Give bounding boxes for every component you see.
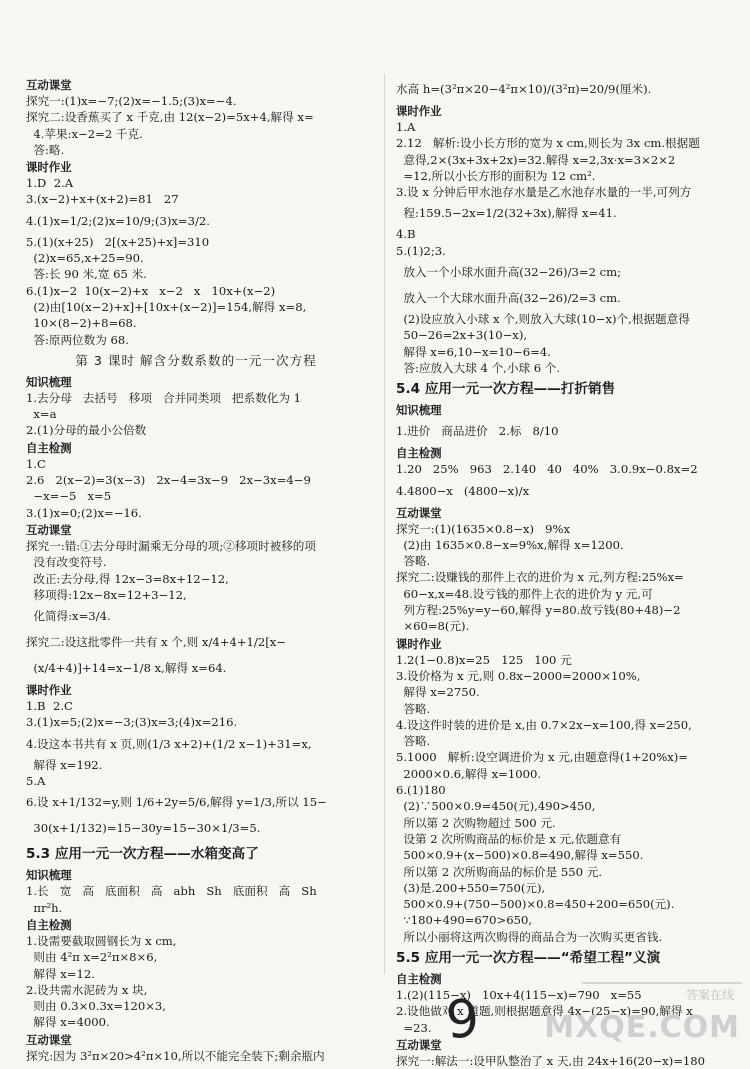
section-heading: 课时作业 xyxy=(396,104,442,118)
answer-line: 1.进价 商品进价 2.标 8/10 xyxy=(396,424,559,439)
answer-line: 4.4800−x (4800−x)/x xyxy=(396,483,530,498)
answer-line: 1.A xyxy=(396,120,416,134)
answer-line: 探究二:设赚钱的那件上衣的进价为 x 元,列方程:25%x= xyxy=(396,570,684,585)
answer-line: (x/4+4)]+14=x−1/8 x,解得 x=64. xyxy=(26,661,227,676)
answer-line: (2)由[10(x−2)+x]+[10x+(x−2)]=154,解得 x=8, xyxy=(26,299,307,314)
answer-line: (2)x=65,x+25=90. xyxy=(26,251,144,266)
section-heading: 自主检测 xyxy=(396,971,442,986)
watermark-subtext: 答案在线 xyxy=(685,988,734,1002)
answer-line: 500×0.9+(750−500)×0.8=450+200=650(元). xyxy=(396,897,675,912)
answer-line: (2)∵500×0.9=450(元),490>450, xyxy=(396,799,596,814)
answer-line: 解得 x=4000. xyxy=(26,1015,110,1030)
answer-line: 答:原两位数为 68. xyxy=(26,332,129,347)
answer-line: 放入一个小球水面升高(32−26)/3=2 cm; xyxy=(396,265,622,280)
chapter-title: 5.4 应用一元一次方程——打折销售 xyxy=(396,381,616,398)
answer-line: 2000×0.6,解得 x=1000. xyxy=(396,766,542,781)
answer-line: 答:略. xyxy=(26,142,65,157)
answer-line: 3.设价格为 x 元,则 0.8x−2000=2000×10%, xyxy=(396,668,641,683)
answer-line: 4.设这本书共有 x 页,则(1/3 x+2)+(1/2 x−1)+31=x, xyxy=(26,736,312,751)
answer-line: 5.A xyxy=(26,774,46,789)
answer-line: (2)设应放入小球 x 个,则放入大球(10−x)个,根据题意得 xyxy=(396,312,690,327)
watermark-logo: MXQE.COM xyxy=(544,1010,740,1045)
answer-line: 5.(1)(x+25) 2[(x+25)+x]=310 xyxy=(26,234,210,249)
section-heading: 互动课堂 xyxy=(396,505,442,520)
answer-line: 解得 x=2750. xyxy=(396,685,480,700)
answer-line: 解得 x=12. xyxy=(26,966,95,981)
section-heading: 互动课堂 xyxy=(26,522,72,537)
answer-line: 探究一:错:①去分母时漏乘无分母的项;②移项时被移的项 xyxy=(26,538,316,553)
answer-line: 3.(1)x=0;(2)x=−16. xyxy=(26,505,142,520)
answer-line: 3.(1)x=5;(2)x=−3;(3)x=3;(4)x=216. xyxy=(26,715,238,730)
section-heading: 知识梳理 xyxy=(26,374,72,389)
answer-line: 3.设 x 分钟后甲水池存水量是乙水池存水量的一半,可列方 xyxy=(396,185,692,200)
answer-line: 1.长 宽 高 底面积 高 abh Sh 底面积 高 Sh xyxy=(26,884,317,899)
answer-line: 所以第 2 次购物超过 500 元. xyxy=(396,815,556,830)
answer-line: 4.(1)x=1/2;(2)x=10/9;(3)x=3/2. xyxy=(26,213,210,228)
answer-line: 答:长 90 米,宽 65 米. xyxy=(26,267,147,282)
answer-line: 4.苹果:x−2=2 千克. xyxy=(26,126,143,141)
left-column xyxy=(26,76,366,1064)
answer-line: 6.(1)180 xyxy=(396,783,446,798)
answer-line: 探究:因为 3²π×20>4²π×10,所以不能完全装下;剩余瓶内 xyxy=(26,1048,325,1063)
column-divider xyxy=(384,74,385,974)
answer-line: 1.B 2.C xyxy=(26,699,73,714)
answer-line: 500×0.9+(x−500)×0.8=490,解得 x=550. xyxy=(396,848,644,863)
answer-line: 放入一个大球水面升高(32−26)/2=3 cm. xyxy=(396,291,621,306)
answer-line: x=a xyxy=(26,407,57,422)
answer-line: 解得 x=6,10−x=10−6=4. xyxy=(396,344,551,359)
answer-line: 1.去分母 去括号 移项 合并同类项 把系数化为 1 xyxy=(26,390,302,405)
answer-line: ∵180+490=670>650, xyxy=(396,913,533,928)
section-heading: 自主检测 xyxy=(26,440,72,455)
section-heading: 互动课堂 xyxy=(26,1032,72,1047)
answer-line: 探究一:解法一:设甲队整治了 x 天,由 24x+16(20−x)=180 xyxy=(396,1053,706,1068)
right-column xyxy=(396,76,732,1069)
section-heading: 知识梳理 xyxy=(26,868,72,883)
answer-line: 设第 2 次所购商品的标价是 x 元,依题意有 xyxy=(396,831,622,846)
answer-line: 30(x+1/132)=15−30y=15−30×1/3=5. xyxy=(26,821,261,836)
chapter-title: 5.5 应用一元一次方程——“希望工程”义演 xyxy=(396,949,661,966)
section-heading: 自主检测 xyxy=(26,917,72,932)
answer-line: 没有改变符号. xyxy=(26,555,107,570)
answer-line: 5.1000 解析:设空调进价为 x 元,由题意得(1+20%x)= xyxy=(396,750,689,765)
answer-line: 意得,2×(3x+3x+2x)=32.解得 x=2,3x·x=3×2×2 xyxy=(396,152,676,167)
answer-line: 答略. xyxy=(396,734,431,749)
answer-line: 列方程:25%y=y−60,解得 y=80.故亏钱(80+48)−2 xyxy=(396,603,681,618)
answer-line: 所以小丽将这两次购得的商品合为一次购买更省钱. xyxy=(396,929,663,944)
answer-line: (2)由 1635×0.8−x=9%x,解得 x=1200. xyxy=(396,537,624,552)
lesson-title: 第 3 课时 解含分数系数的一元一次方程 xyxy=(75,352,317,368)
answer-line: 则由 0.3×0.3x=120×3, xyxy=(26,999,166,1014)
answer-line: 50−26=2x+3(10−x), xyxy=(396,328,528,343)
answer-line: 6.(1)x−2 10(x−2)+x x−2 x 10x+(x−2) xyxy=(26,283,276,298)
chapter-title: 5.3 应用一元一次方程——水箱变高了 xyxy=(26,846,259,863)
answer-line: −x=−5 x=5 xyxy=(26,489,112,504)
answer-line: 程:159.5−2x=1/2(32+3x),解得 x=41. xyxy=(396,206,617,221)
section-heading: 知识梳理 xyxy=(396,403,442,418)
answer-line: =12,所以小长方形的面积为 12 cm². xyxy=(396,168,596,183)
answer-line: 移项得:12x−8x=12+3−12, xyxy=(26,587,187,602)
answer-line: 2.12 解析:设小长方形的宽为 x cm,则长为 3x cm.根据题 xyxy=(396,136,700,151)
answer-line: 解得 x=192. xyxy=(26,757,103,772)
answer-line: 1.设需要截取圆钢长为 x cm, xyxy=(26,933,177,948)
answer-line: 所以第 2 次所购商品的标价是 550 元. xyxy=(396,864,603,879)
answer-line: 探究一:(1)(1635×0.8−x) 9%x xyxy=(396,521,571,536)
answer-line: 2.设共需水泥砖为 x 块, xyxy=(26,982,148,997)
answer-line: 2.6 2(x−2)=3(x−3) 2x−4=3x−9 2x−3x=4−9 xyxy=(26,473,311,488)
answer-line: 4.设这件时装的进价是 x,由 0.7×2x−x=100,得 x=250, xyxy=(396,717,692,732)
answer-line: 1.(2)(115−x) 10x+4(115−x)=790 x=55 xyxy=(396,987,642,1002)
section-heading: 课时作业 xyxy=(396,636,442,651)
answer-line: 水高 h=(3²π×20−4²π×10)/(3²π)=20/9(厘米). xyxy=(396,82,652,96)
answer-line: 化简得:x=3/4. xyxy=(26,609,111,624)
section-heading: 自主检测 xyxy=(396,446,442,461)
section-heading: 互动课堂 xyxy=(396,1037,442,1052)
answer-line: 1.20 25% 963 2.140 40 40% 3.0.9x−0.8x=2 xyxy=(396,462,698,477)
page-number: 9 xyxy=(443,988,482,1052)
answer-line: 6.设 x+1/132=y,则 1/6+2y=5/6,解得 y=1/3,所以 15− xyxy=(26,795,327,810)
answer-line: 4.B xyxy=(396,227,416,242)
answer-line: 则由 4²π x=2²π×8×6, xyxy=(26,950,158,965)
answer-line: 探究二:设香蕉买了 x 千克,由 12(x−2)=5x+4,解得 x= xyxy=(26,110,314,125)
answer-line: 探究一:(1)x=−7;(2)x=−1.5;(3)x=−4. xyxy=(26,94,237,108)
answer-line: ×60=8(元). xyxy=(396,619,470,634)
answer-line: 3.(x−2)+x+(x+2)=81 27 xyxy=(26,192,179,207)
answer-line: 10×(8−2)+8=68. xyxy=(26,316,137,331)
answer-line: 答略. xyxy=(396,554,431,569)
answer-line: 60−x,x=48.设亏钱的那件上衣的进价为 y 元,可 xyxy=(396,586,653,601)
section-heading: 课时作业 xyxy=(26,683,72,698)
answer-line: =23. xyxy=(396,1020,432,1035)
answer-line: πr²h. xyxy=(26,900,63,915)
answer-line: 答:应放入大球 4 个,小球 6 个. xyxy=(396,360,561,375)
answer-line: 改正:去分母,得 12x−3=8x+12−12, xyxy=(26,571,229,586)
answer-line: 答略. xyxy=(396,701,431,716)
answer-line: 1.2(1−0.8)x=25 125 100 元 xyxy=(396,652,572,667)
section-heading: 互动课堂 xyxy=(26,78,72,92)
answer-line: 5.(1)2;3. xyxy=(396,243,446,258)
answer-line: 2.(1)分母的最小公倍数 xyxy=(26,423,147,438)
answer-line: 1.C xyxy=(26,456,46,471)
section-heading: 课时作业 xyxy=(26,160,72,175)
answer-line: 探究二:设这批零件一共有 x 个,则 x/4+4+1/2[x− xyxy=(26,635,286,650)
answer-line: (3)是.200+550=750(元), xyxy=(396,880,546,895)
answer-line: 2.设他做对 x 道题,则根据题意得 4x−(25−x)=90,解得 x xyxy=(396,1004,693,1019)
answer-line: 1.D 2.A xyxy=(26,176,74,191)
